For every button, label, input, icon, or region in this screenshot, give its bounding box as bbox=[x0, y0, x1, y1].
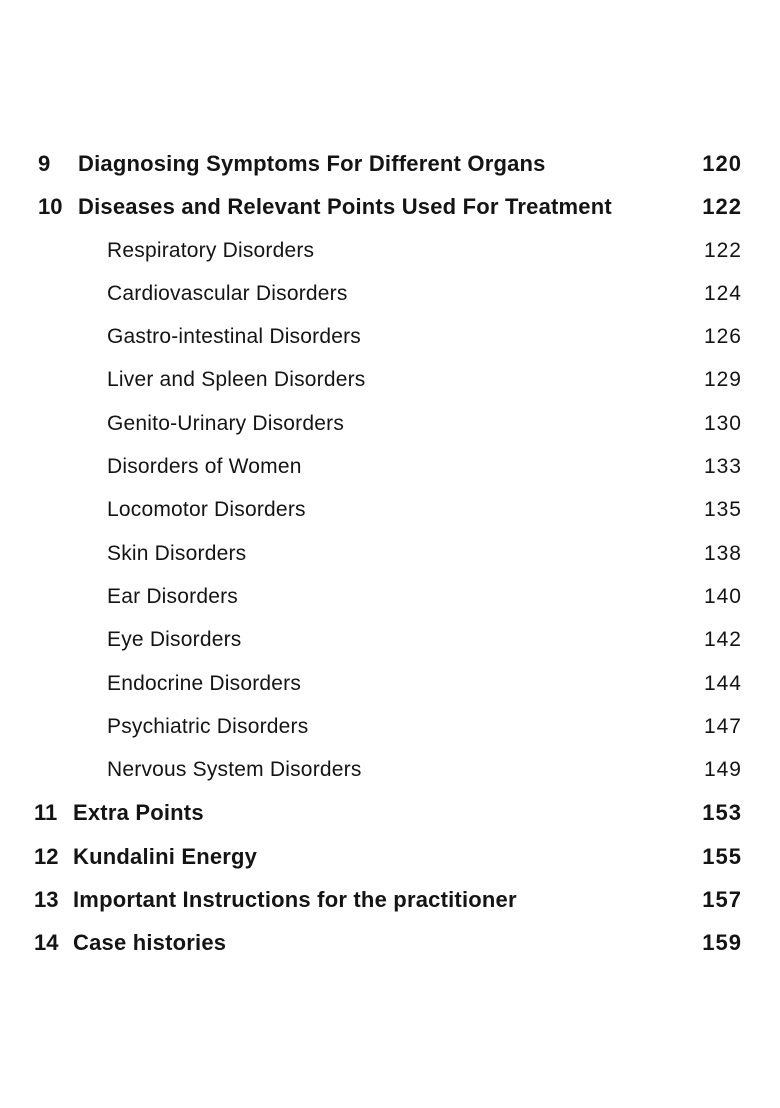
toc-subentry bbox=[0, 705, 780, 748]
entry-title: Cardiovascular Disorders bbox=[107, 281, 348, 305]
entry-title: Diagnosing Symptoms For Different Organs bbox=[78, 151, 546, 176]
page-number: 124 bbox=[703, 281, 742, 305]
page-number: 153 bbox=[702, 800, 742, 826]
page-number: 159 bbox=[702, 930, 742, 956]
toc-subentry bbox=[0, 402, 780, 445]
page-number: 133 bbox=[703, 455, 742, 479]
entry-title: Extra Points bbox=[73, 800, 204, 826]
page-number: 126 bbox=[703, 325, 742, 349]
entry-title: Gastro-intestinal Disorders bbox=[107, 325, 361, 349]
entry-title: Diseases and Relevant Points Used For Treatment bbox=[78, 194, 612, 220]
entry-title: Ear Disorders bbox=[107, 584, 238, 608]
chapter-number: 14 bbox=[34, 930, 59, 956]
toc-subentry bbox=[0, 575, 780, 618]
toc-subentry bbox=[0, 315, 780, 358]
page-number: 149 bbox=[703, 758, 742, 782]
toc-subentry bbox=[0, 272, 780, 315]
entry-title: Case histories bbox=[73, 930, 227, 956]
page-number: 120 bbox=[702, 151, 742, 176]
page-number: 144 bbox=[703, 671, 742, 695]
page-number: 140 bbox=[703, 584, 742, 608]
toc-subentry bbox=[0, 532, 780, 575]
toc-subentry bbox=[0, 748, 780, 791]
entry-title: Important Instructions for the practitioner bbox=[73, 887, 517, 913]
toc-chapter-entry bbox=[0, 791, 780, 834]
table-of-contents bbox=[0, 142, 780, 965]
chapter-number: 11 bbox=[34, 800, 58, 826]
page-number: 147 bbox=[703, 714, 742, 738]
entry-title: Endocrine Disorders bbox=[107, 671, 302, 695]
toc-chapter-entry bbox=[0, 921, 780, 964]
page-number: 122 bbox=[703, 238, 742, 262]
toc-subentry bbox=[0, 618, 780, 661]
page-number: 130 bbox=[703, 411, 742, 435]
toc-subentry bbox=[0, 358, 780, 401]
page-number: 157 bbox=[702, 887, 742, 913]
entry-title: Skin Disorders bbox=[107, 541, 247, 565]
toc-subentry bbox=[0, 229, 780, 272]
toc-subentry bbox=[0, 488, 780, 531]
page-number: 142 bbox=[703, 628, 742, 652]
entry-title: Genito-Urinary Disorders bbox=[107, 411, 345, 435]
toc-chapter-entry bbox=[0, 835, 780, 878]
toc-chapter-entry bbox=[0, 185, 780, 228]
entry-title: Locomotor Disorders bbox=[107, 498, 306, 522]
entry-title: Kundalini Energy bbox=[73, 843, 258, 869]
page-number: 122 bbox=[702, 194, 742, 220]
entry-title: Respiratory Disorders bbox=[107, 238, 315, 262]
chapter-number: 12 bbox=[34, 843, 59, 869]
toc-chapter-entry bbox=[0, 142, 780, 185]
entry-title: Psychiatric Disorders bbox=[107, 714, 309, 738]
entry-title: Liver and Spleen Disorders bbox=[107, 368, 366, 392]
chapter-number: 13 bbox=[34, 887, 59, 913]
page-number: 138 bbox=[703, 541, 742, 565]
toc-subentry bbox=[0, 445, 780, 488]
entry-title: Disorders of Women bbox=[107, 455, 302, 479]
page-number: 155 bbox=[702, 843, 742, 869]
entry-title: Eye Disorders bbox=[107, 628, 242, 652]
toc-chapter-entry bbox=[0, 878, 780, 921]
chapter-number: 10 bbox=[38, 194, 63, 220]
toc-subentry bbox=[0, 662, 780, 705]
chapter-number: 9 bbox=[38, 151, 51, 176]
page-number: 135 bbox=[703, 498, 742, 522]
entry-title: Nervous System Disorders bbox=[107, 758, 362, 782]
page-number: 129 bbox=[703, 368, 742, 392]
